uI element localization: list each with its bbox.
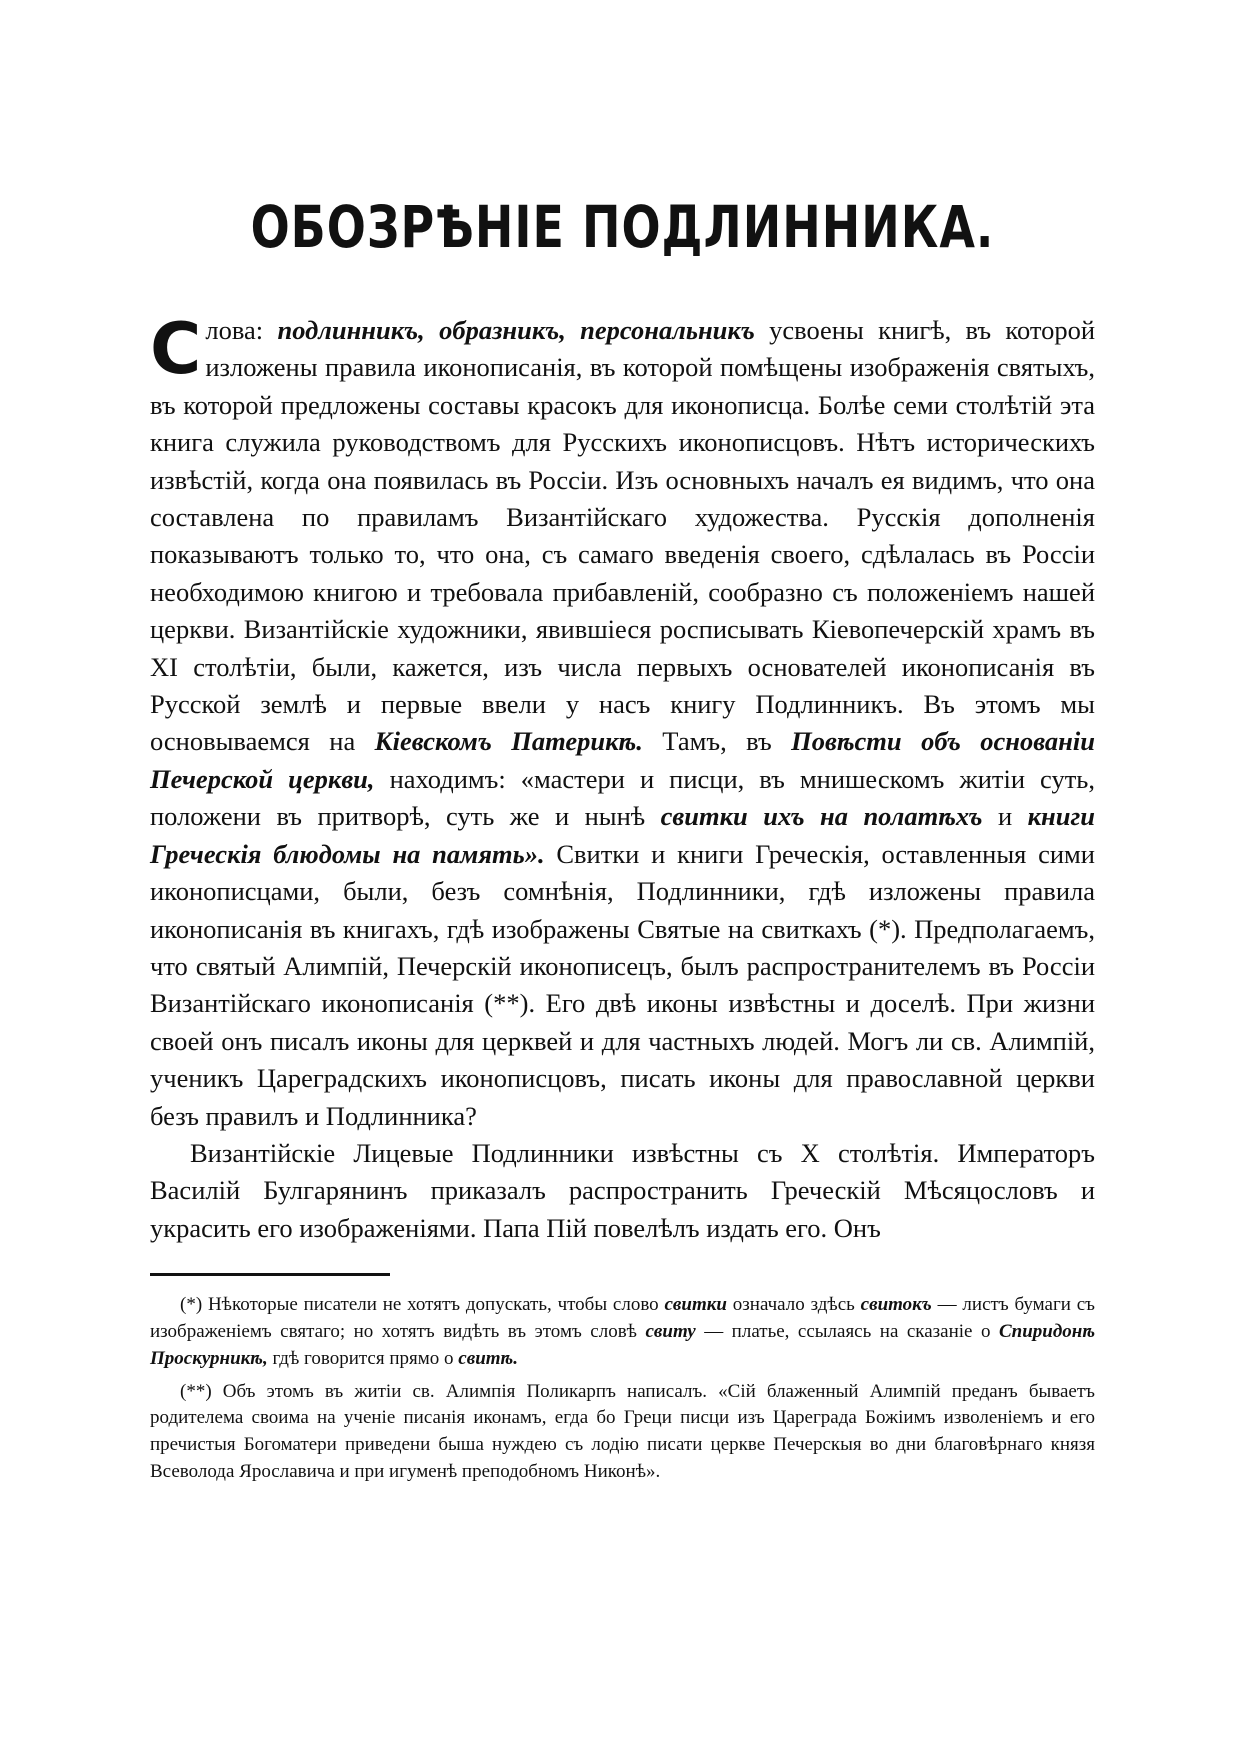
text-run: и — [982, 801, 1028, 832]
text-run: — листъ бумаги съ изображеніемъ святаго; но хотятъ видѣть въ этомъ словѣ — [150, 1294, 1096, 1342]
text-run: усвоены книгѣ, въ которой изложены правила иконописанія, въ которой помѣщены изображенія святыхъ, въ которой предложены составы красокъ для иконописца. Болѣе семи столѣтій эта книга служила руководствомъ для Русскихъ иконописцовъ. Нѣтъ историческихъ извѣстій, когда она появилась въ Россіи. Изъ основныхъ началъ ея видимъ, что она составлена по правиламъ Византійскаго художества. Русскія дополненія показываютъ только то, что она, съ самаго введенія своего, сдѣлалась въ Россіи необходимою книгою и требовала прибавленій, сообразно съ положеніемъ нашей церкви. Византійскіе художники, явившіеся росписывать Кіевопечерскій храмъ въ XI столѣтіи, были, кажется, изъ числа первыхъ основателей иконописанія въ Русской землѣ и первые ввели у насъ книгу Подлинникъ. Въ этомъ мы основываемся на — [150, 315, 1096, 757]
italic-run: Спиридонѣ Проскурникѣ, — [150, 1320, 1095, 1369]
document-page — [150, 190, 1095, 1486]
paragraph-1 — [150, 308, 1096, 1135]
italic-run: подлинникъ, образникъ, персональникъ — [277, 315, 755, 345]
text-run: (*) Нѣкоторые писатели не хотятъ допускать, чтобы слово — [180, 1294, 665, 1316]
text-run: находимъ: «мастери и писци, въ мнишескомъ житіи суть, положени въ притворѣ, суть же и нынѣ — [150, 763, 1095, 832]
text-run: лова: — [205, 315, 278, 345]
footnote-divider — [150, 1273, 390, 1276]
italic-run: свиту — [645, 1320, 696, 1342]
italic-run: свитѣ. — [458, 1347, 518, 1369]
text-run: — платье, ссылаясь на сказаніе о — [695, 1320, 999, 1342]
drop-cap: С — [150, 308, 202, 390]
main-text — [150, 308, 1096, 1247]
footnote-2: (**) Объ этомъ въ житіи св. Алимпія Поликарпъ написалъ. «Сій блаженный Алимпій преданъ бываетъ родителема своима на ученіе писанія иконамъ, егда бо Греци писци изъ Цареграда Божіимъ изволеніемъ и его пречистыя Богоматери приведени быша нуждею съ лодію писати церкве Печерскыя во дни благовѣрнаго князя Всеволода Ярославича и при игуменѣ преподобномъ Никонѣ». — [150, 1380, 1095, 1482]
italic-run: свитки ихъ на полатѣхъ — [660, 801, 983, 832]
paragraph-2: Византійскіе Лицевые Подлинники извѣстны съ X столѣтія. Императоръ Василій Булгарянинъ приказалъ распространить Греческій Мѣсяцословъ и украсить его изображеніями. Папа Пій повелѣлъ издать его. Онъ — [150, 1137, 1095, 1243]
italic-run: Повѣсти объ основаніи Печерской церкви, — [150, 726, 1095, 794]
italic-run: книги Греческія блюдомы на память». — [150, 801, 1095, 869]
footnote-1 — [150, 1292, 1095, 1372]
text-run: Тамъ, въ — [642, 726, 792, 757]
text-run: гдѣ говорится прямо о — [267, 1347, 459, 1369]
text-run: означало здѣсь — [726, 1294, 861, 1316]
italic-run: свитокъ — [860, 1294, 932, 1316]
italic-run: свитки — [664, 1294, 727, 1316]
italic-run: Кіевскомъ Патерикѣ. — [374, 726, 643, 757]
page-title: ОБОЗРѢНІЕ ПОДЛИННИКА. — [250, 193, 995, 261]
text-run: Свитки и книги Греческія, оставленныя сими иконописцами, были, безъ сомнѣнія, Подлинники, гдѣ изложены правила иконописанія въ книгахъ, гдѣ изображены Святые на свиткахъ (*). Предполагаемъ, что святый Алимпій, Печерскій иконописецъ, былъ распространителемъ въ Россіи Византійскаго иконописанія (**). Его двѣ иконы извѣстны и доселѣ. При жизни своей онъ писалъ иконы для церквей и для частныхъ людей. Могъ ли св. Алимпій, ученикъ Цареградскихъ иконописцовъ, писать иконы для православной церкви безъ правилъ и Подлинника? — [150, 838, 1095, 1131]
